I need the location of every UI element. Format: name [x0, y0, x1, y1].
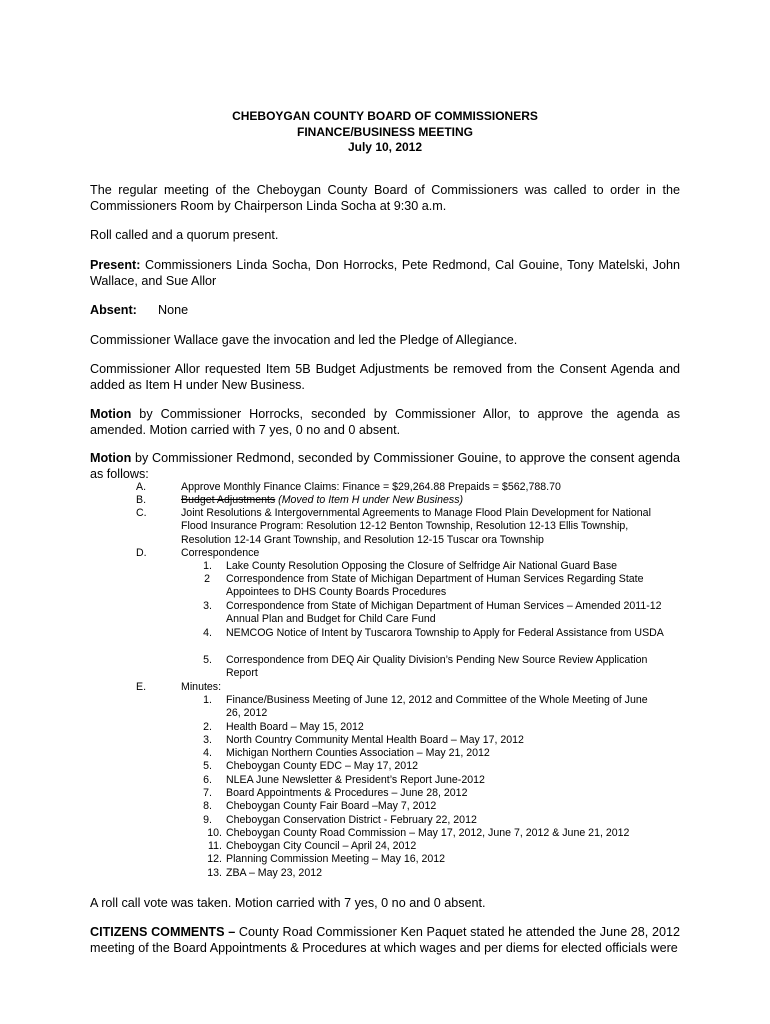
list-number: 5.: [203, 654, 212, 666]
list-number: 6.: [203, 774, 212, 786]
call-to-order-paragraph: The regular meeting of the Cheboygan County Board of Commissioners was called to order in the Commissioners Room by Chairperson Linda Socha at 9:30 a.m.: [90, 183, 680, 213]
list-number: 9.: [203, 814, 212, 826]
list-number: 10.: [207, 827, 222, 839]
list-number: 8.: [203, 800, 212, 812]
list-number: 5.: [203, 760, 212, 772]
present-text: Commissioners Linda Socha, Don Horrocks, Pete Redmond, Cal Gouine, Tony Matelski, John Wallace, and Sue Allor: [90, 258, 680, 288]
list-item: Cheboygan City Council – April 24, 2012: [226, 840, 417, 852]
list-number: 3.: [203, 600, 212, 612]
list-item: Cheboygan County Road Commission – May 17, 2012, June 7, 2012 & June 21, 2012: [226, 827, 630, 839]
present-label: Present:: [90, 258, 141, 272]
motion-agenda-paragraph: [90, 406, 680, 438]
list-item: Cheboygan Conservation District - February 22, 2012: [226, 814, 477, 826]
item-a-text: Approve Monthly Finance Claims: Finance = $29,264.88 Prepaids = $562,788.70: [181, 481, 561, 493]
list-number: 2: [204, 573, 210, 585]
item-c-text: Joint Resolutions & Intergovernmental Agreements to Manage Flood Plain Development for National Flood Insurance Program: Resolution 12-12 Benton Township, Resolution 12-13 Ellis Township, Resolution 12-14 Grant Township, and Resolution 12-15 Tuscar ora Township: [181, 507, 651, 546]
list-number: 1.: [203, 694, 212, 706]
motion-label: Motion: [90, 407, 132, 421]
allor-request-paragraph: Commissioner Allor requested Item 5B Budget Adjustments be removed from the Consent Agenda and added as Item H under New Business.: [90, 362, 680, 392]
citizens-comments-text: County Road Commissioner Ken Paquet stated he attended the June 28, 2012 meeting of the Board Appointments & Procedures at which wages and per diems for elected officials were: [90, 925, 680, 955]
item-letter-a: A.: [136, 481, 147, 493]
list-item: Correspondence from State of Michigan Department of Human Services – Amended 2011-12 Annual Plan and Budget for Child Care Fund: [226, 600, 662, 626]
list-number: 4.: [203, 627, 212, 639]
list-number: 1.: [203, 560, 212, 572]
list-item: Planning Commission Meeting – May 16, 2012: [226, 853, 446, 865]
list-number: 3.: [203, 734, 212, 746]
list-item: Correspondence from DEQ Air Quality Division’s Pending New Source Review Application Report: [226, 654, 648, 680]
list-number: 7.: [203, 787, 212, 799]
list-item: Correspondence from State of Michigan Department of Human Services Regarding State Appointees to DHS County Boards Procedures: [226, 573, 644, 599]
item-letter-d: D.: [136, 547, 147, 559]
roll-call-paragraph: Roll called and a quorum present.: [90, 228, 279, 242]
list-item: Cheboygan County EDC – May 17, 2012: [226, 760, 418, 772]
list-number: 11.: [208, 840, 222, 852]
item-letter-c: C.: [136, 507, 147, 519]
list-item: ZBA – May 23, 2012: [226, 867, 322, 879]
item-letter-e: E.: [136, 681, 147, 693]
list-number: 2.: [203, 721, 212, 733]
item-b-text: [181, 494, 661, 507]
list-item: Health Board – May 15, 2012: [226, 721, 364, 733]
list-number: 4.: [203, 747, 212, 759]
absent-paragraph: [90, 302, 680, 318]
motion-consent-paragraph: [90, 450, 680, 482]
meeting-date: July 10, 2012: [347, 140, 423, 154]
list-item: NLEA June Newsletter & President’s Report June-2012: [226, 774, 485, 786]
list-item: NEMCOG Notice of Intent by Tuscarora Township to Apply for Federal Assistance from USDA: [226, 627, 664, 639]
absent-text: None: [158, 303, 189, 317]
list-item: Board Appointments & Procedures – June 28, 2012: [226, 787, 468, 799]
list-number: 12.: [207, 853, 222, 865]
item-b-note: (Moved to Item H under New Business): [275, 494, 464, 506]
absent-label: Absent:: [90, 303, 137, 317]
motion-text: by Commissioner Redmond, seconded by Commissioner Gouine, to approve the consent agenda as follows:: [90, 451, 680, 481]
motion-label: Motion: [90, 451, 132, 465]
meeting-type: FINANCE/BUSINESS MEETING: [296, 125, 473, 139]
item-e-text: Minutes:: [181, 681, 222, 693]
invocation-paragraph: Commissioner Wallace gave the invocation and led the Pledge of Allegiance.: [90, 333, 518, 347]
list-item: North Country Community Mental Health Board – May 17, 2012: [226, 734, 524, 746]
motion-text: by Commissioner Horrocks, seconded by Commissioner Allor, to approve the agenda as amended. Motion carried with 7 yes, 0 no and 0 absent.: [90, 407, 680, 437]
roll-call-vote-paragraph: A roll call vote was taken. Motion carried with 7 yes, 0 no and 0 absent.: [90, 896, 486, 910]
item-letter-b: B.: [136, 494, 147, 506]
item-d-text: Correspondence: [181, 547, 260, 559]
present-paragraph: [90, 257, 680, 289]
list-item: Lake County Resolution Opposing the Closure of Selfridge Air National Guard Base: [226, 560, 618, 572]
list-number: 13.: [207, 867, 222, 879]
citizens-comments-paragraph: [90, 924, 680, 956]
list-item: Finance/Business Meeting of June 12, 2012 and Committee of the Whole Meeting of June 26, 2012: [226, 694, 648, 720]
list-item: Michigan Northern Counties Association – May 21, 2012: [226, 747, 490, 759]
list-item: Cheboygan County Fair Board –May 7, 2012: [226, 800, 437, 812]
citizens-comments-label: CITIZENS COMMENTS –: [90, 925, 236, 939]
document-title: CHEBOYGAN COUNTY BOARD OF COMMISSIONERS: [232, 109, 538, 123]
item-b-struck: Budget Adjustments: [181, 494, 276, 506]
